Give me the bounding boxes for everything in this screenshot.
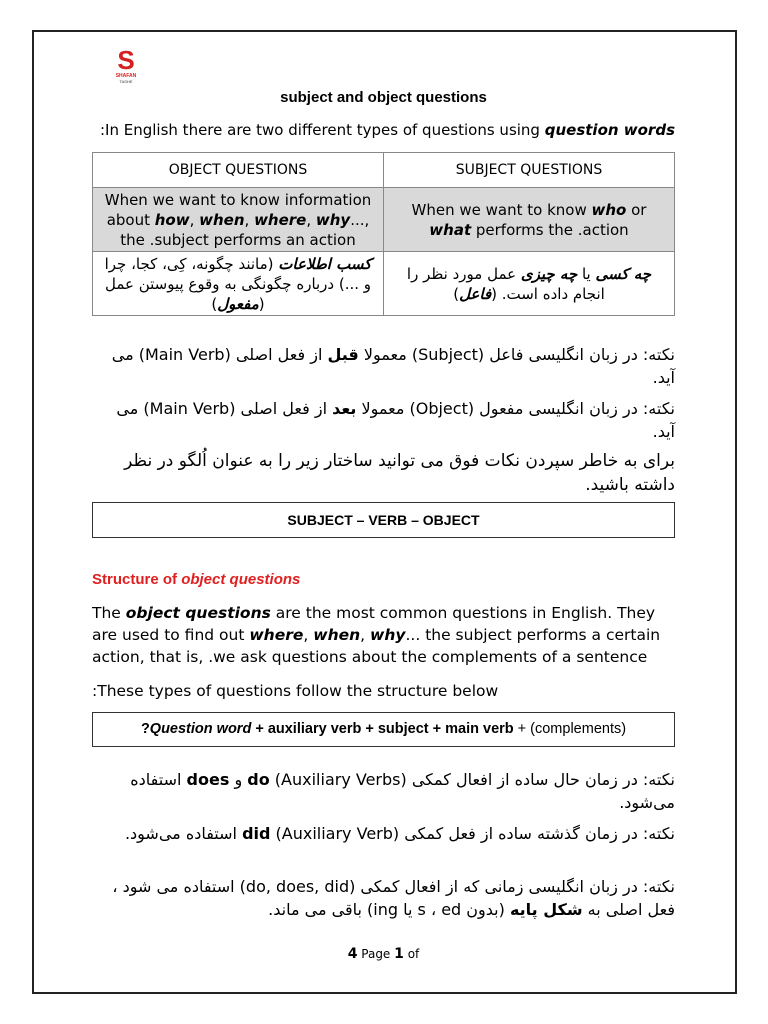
note-subject-position: نکته: در زبان انگلیسی فاعل (Subject) معمولا قبل از فعل اصلی (Main Verb) می آید. — [111, 345, 675, 387]
page-footer: 4 Page 1 of — [347, 946, 420, 962]
svg-text:TASHE: TASHE — [119, 79, 133, 84]
page-title: subject and object questions — [280, 89, 487, 106]
svg-text:SHAFAN: SHAFAN — [115, 73, 137, 79]
intro-line: :In English there are two different types of questions using question words — [100, 121, 675, 139]
section-heading: Structure of object questions — [92, 571, 301, 588]
note-object-position: نکته: در زبان انگلیسی مفعول (Object) معمولا بعد از فعل اصلی (Main Verb) می آید. — [116, 399, 675, 441]
note-memorize-structure: برای به خاطر سپردن نکات فوق می توانید ساختار زیر را به عنوان اُلگو در نظر داشته باشید. — [124, 451, 675, 495]
object-questions-english: When we want to know information about how, when, where, why..., the .subject performs an action — [93, 188, 384, 252]
question-formula-box: ?Question word + auxiliary verb + subject + main verb + (complements) — [92, 712, 675, 747]
object-questions-persian: کسب اطلاعات (مانند چگونه، کِی، کجا، چرا و ...) درباره چگونگی به وقوع پیوستن عمل (مفعول) — [93, 252, 384, 316]
note-present-simple: نکته: در زمان حال ساده از افعال کمکی (Auxiliary Verbs) do و does استفاده می‌شود. — [130, 770, 675, 812]
company-logo — [92, 44, 160, 88]
subject-questions-english: When we want to know who or what performs the .action — [384, 188, 675, 252]
note-base-form: نکته: در زبان انگلیسی زمانی که از افعال کمکی (do, does, did) استفاده می شود ، فعل اصلی به شکل پایه (بدون s ، ed یا ing) باقی می ماند. — [112, 877, 675, 919]
subject-questions-header: SUBJECT QUESTIONS — [384, 153, 675, 188]
object-questions-paragraph: The object questions are the most common questions in English. They are used to find out where, when, why... the subject performs a certain action, that is, .we ask questions about the complements of a sentence — [92, 604, 661, 666]
svg-text:S: S — [117, 45, 135, 75]
questions-table — [92, 152, 675, 316]
object-questions-header: OBJECT QUESTIONS — [93, 153, 384, 188]
note-past-simple: نکته: در زمان گذشته ساده از فعل کمکی (Auxiliary Verb) did استفاده می‌شود. — [124, 824, 675, 843]
subject-questions-persian: چه کسی یا چه چیزی عمل مورد نظر را انجام داده است. (فاعل) — [384, 252, 675, 316]
svo-structure-box: SUBJECT – VERB – OBJECT — [92, 502, 675, 538]
structure-intro-line: :These types of questions follow the structure below — [92, 682, 499, 700]
